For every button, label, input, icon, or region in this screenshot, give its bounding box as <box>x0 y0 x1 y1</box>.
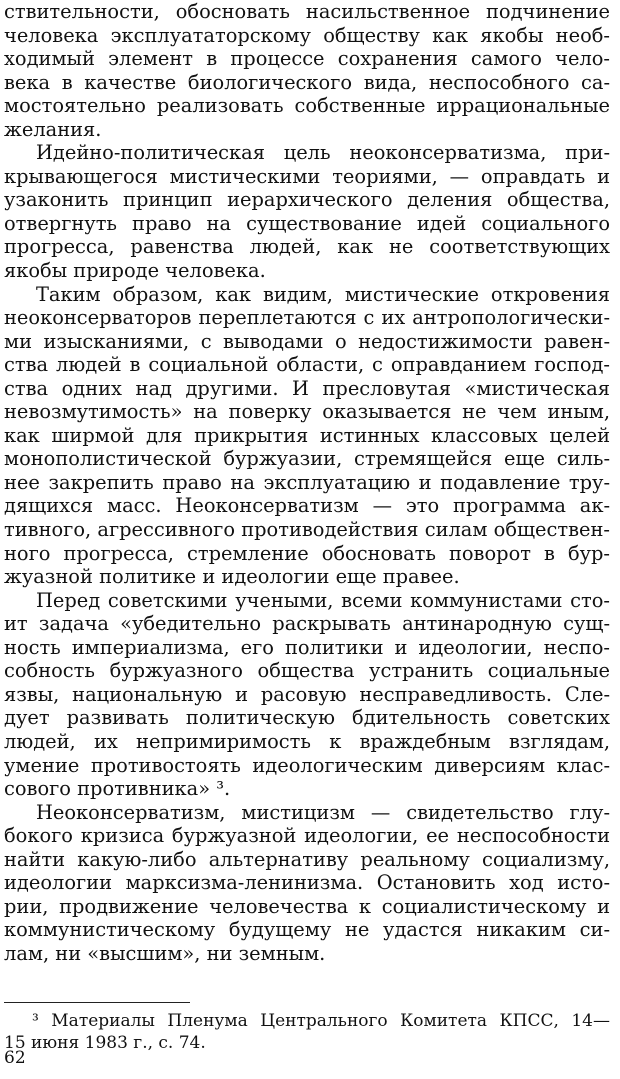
text-line: умение противостоять идеологическим диверсиям клас- <box>4 753 610 777</box>
text-line: ми изысканиями, с выводами о недостижимости равен- <box>4 329 610 353</box>
text-line: якобы природе человека. <box>4 259 266 283</box>
page-number: 62 <box>4 1048 26 1068</box>
text-line: как ширмой для прикрытия истинных классовых целей <box>4 423 610 447</box>
text-line: желания. <box>4 117 102 141</box>
footnote-line: 15 июня 1983 г., с. 74. <box>4 1033 206 1053</box>
footnote-line: ³ Материалы Пленума Центрального Комитета КПСС, 14— <box>32 1011 610 1031</box>
text-line: ствительности, обосновать насильственное подчинение <box>4 0 610 23</box>
footnote <box>4 1002 610 1054</box>
text-line: дует развивать политическую бдительность советских <box>4 706 610 730</box>
text-line: коммунистическому будущему не удастся никаким си- <box>4 918 610 942</box>
text-line: Таким образом, как видим, мистические откровения <box>36 282 610 306</box>
text-line: ства людей в социальной области, с оправданием господ- <box>4 353 610 377</box>
text-line: лам, ни «высшим», ни земным. <box>4 941 326 965</box>
text-line: рии, продвижение человечества к социалистическому и <box>4 894 610 918</box>
text-line: дящихся масс. Неоконсерватизм — это программа ак- <box>4 494 610 518</box>
text-line: монополистической буржуазии, стремящейся еще силь- <box>4 447 610 471</box>
text-line: сового противника» ³. <box>4 777 231 801</box>
text-line: неоконсерваторов переплетаются с их антропологически- <box>4 306 610 330</box>
text-line: тивного, агрессивного противодействия силам обществен- <box>4 518 610 542</box>
text-line: нее закрепить право на эксплуатацию и подавление тру- <box>4 470 610 494</box>
text-line: ность империализма, его политики и идеологии, неспо- <box>4 635 610 659</box>
text-line: собность буржуазного общества устранить социальные <box>4 659 610 683</box>
text-line: людей, их непримиримость к враждебным взглядам, <box>4 729 610 753</box>
text-line: человека эксплуататорскому обществу как якобы необ- <box>4 23 610 47</box>
text-line: крывающегося мистическими теориями, — оправдать и <box>4 164 610 188</box>
text-line: жуазной политике и идеологии еще правее. <box>4 565 460 589</box>
text-line: бокого кризиса буржуазной идеологии, ее неспособности <box>4 824 610 848</box>
text-line: Перед советскими учеными, всеми коммунистами сто- <box>36 588 610 612</box>
text-line: ства одних над другими. И пресловутая «мистическая <box>4 376 610 400</box>
text-line: прогресса, равенства людей, как не соответствующих <box>4 235 610 259</box>
text-line: отвергнуть право на существование идей социального <box>4 211 610 235</box>
text-line: мостоятельно реализовать собственные иррациональные <box>4 94 610 118</box>
text-line: Идейно-политическая цель неоконсерватизма, при- <box>36 141 610 165</box>
text-line: идеологии марксизма-ленинизма. Остановить ход исто- <box>4 871 610 895</box>
text-line: невозмутимость» на поверку оказывается не чем иным, <box>4 400 610 424</box>
text-line: Неоконсерватизм, мистицизм — свидетельство глу- <box>36 800 610 824</box>
text-line: века в качестве биологического вида, неспособного са- <box>4 70 610 94</box>
text-line: узаконить принцип иерархического деления общества, <box>4 188 610 212</box>
text-line: ходимый элемент в процессе сохранения самого чело- <box>4 47 610 71</box>
text-line: найти какую-либо альтернативу реальному социализму, <box>4 847 610 871</box>
text-line: ного прогресса, стремление обосновать поворот в бур- <box>4 541 610 565</box>
body-text <box>4 0 610 965</box>
text-line: язвы, национальную и расовую несправедливость. Сле- <box>4 682 610 706</box>
text-line: ит задача «убедительно раскрывать антинародную сущ- <box>4 612 610 636</box>
